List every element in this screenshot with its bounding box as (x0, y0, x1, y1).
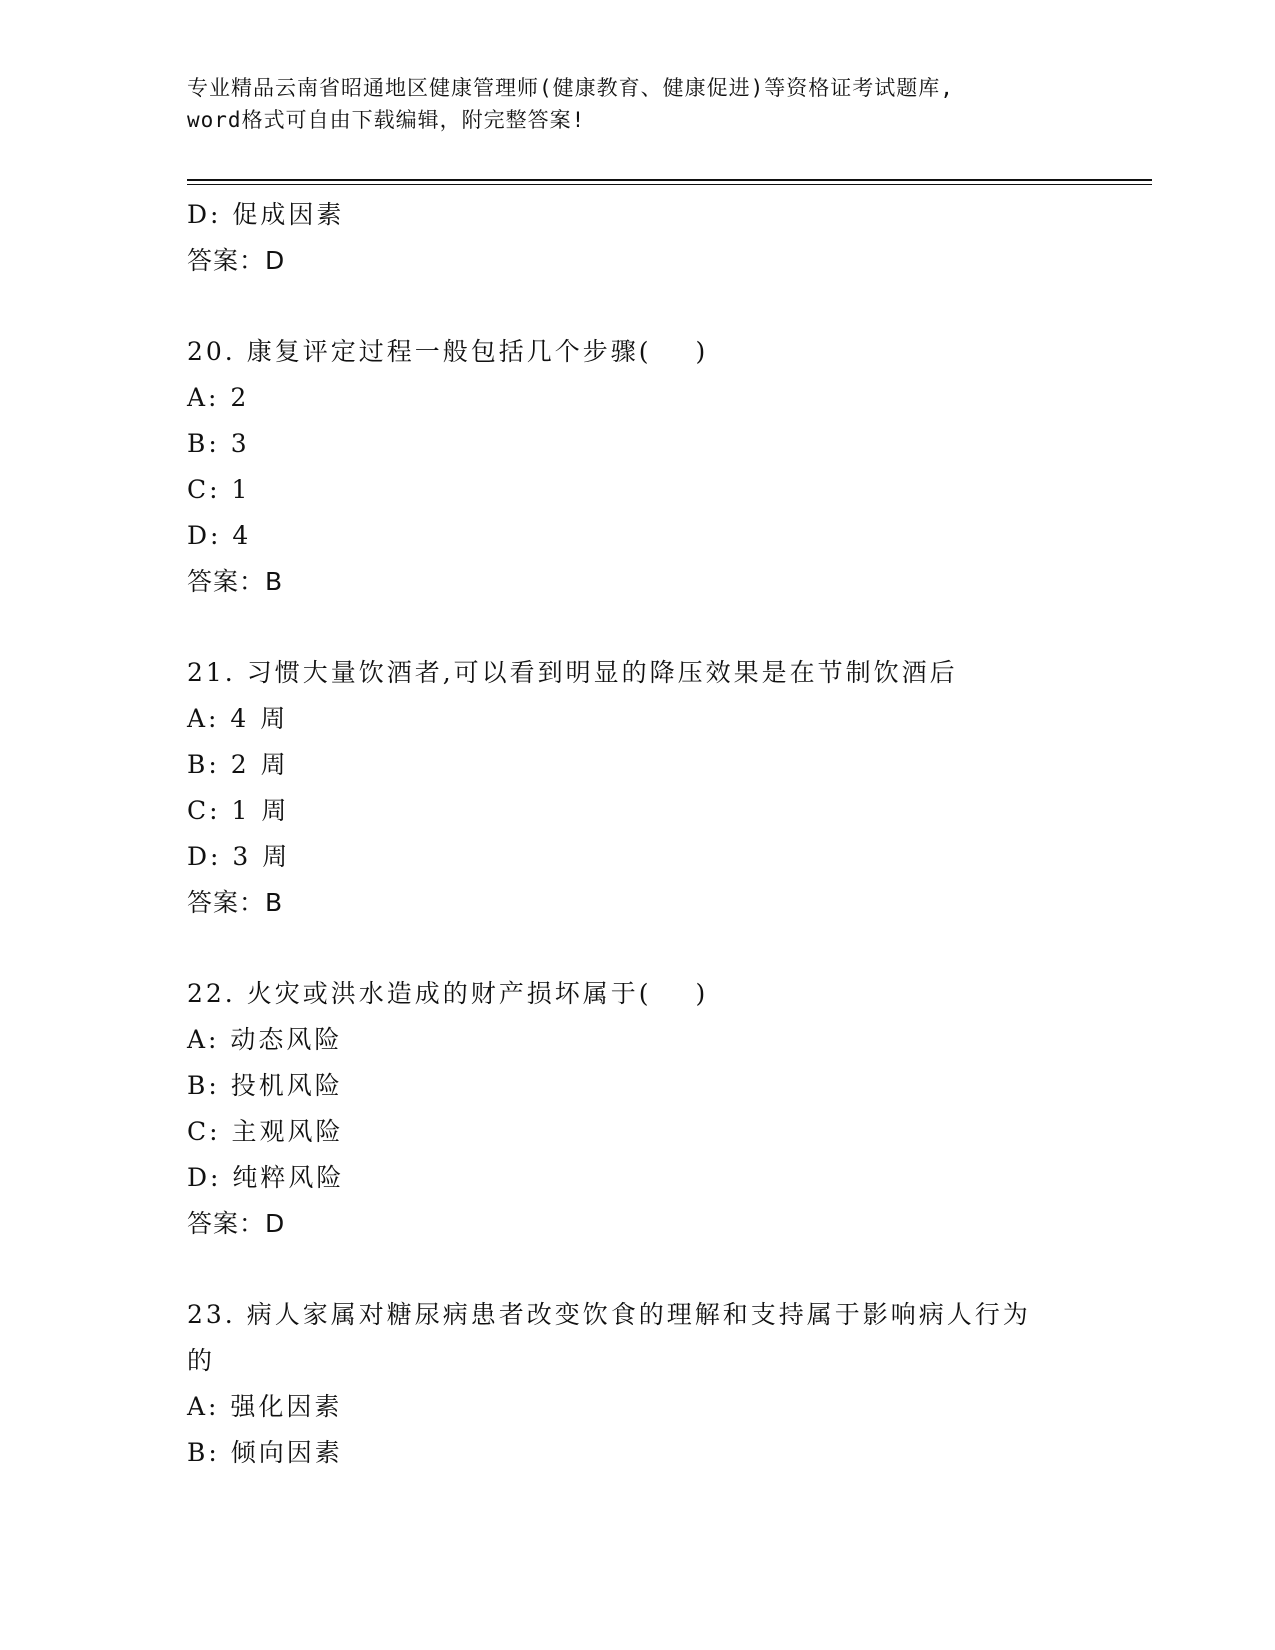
option-d: D: 4 (187, 521, 252, 550)
option-c: C: 1 (187, 475, 251, 504)
question-19-tail (187, 192, 1067, 284)
answer: 答案：B (187, 567, 284, 596)
header-divider (187, 179, 1152, 181)
question-stem-line-1: 23. 病人家属对糖尿病患者改变饮食的理解和支持属于影响病人行为 (187, 1300, 1031, 1329)
question-stem-text: 22. 火灾或洪水造成的财产损坏属于( (187, 979, 652, 1008)
question-stem: 21. 习惯大量饮酒者,可以看到明显的降压效果是在节制饮酒后 (187, 658, 958, 687)
question-stem-line-2: 的 (187, 1346, 216, 1375)
option-b: B: 投机风险 (187, 1071, 343, 1100)
question-list (187, 192, 1067, 1476)
answer: 答案：D (187, 1209, 286, 1238)
question-stem-text: 20. 康复评定过程一般包括几个步骤( (187, 337, 652, 366)
option-a: A: 4 周 (187, 704, 289, 733)
document-header (187, 72, 1087, 136)
option-a: A: 2 (187, 383, 250, 412)
question-stem-close: ) (695, 979, 709, 1008)
answer: 答案：D (187, 246, 286, 275)
question-stem (187, 971, 1067, 1017)
header-line-1: 专业精品云南省昭通地区健康管理师(健康教育、健康促进)等资格证考试题库, (187, 76, 954, 100)
question-20 (187, 329, 1067, 605)
option-d: D: 3 周 (187, 842, 291, 871)
question-stem (187, 329, 1067, 375)
option-b: B: 3 (187, 429, 250, 458)
option-b: B: 2 周 (187, 750, 289, 779)
option-a: A: 动态风险 (187, 1025, 343, 1054)
option-c: C: 主观风险 (187, 1117, 344, 1146)
option-d: D: 促成因素 (187, 200, 345, 229)
answer: 答案：B (187, 888, 284, 917)
option-c: C: 1 周 (187, 796, 290, 825)
header-divider-thin (187, 184, 1152, 185)
question-23 (187, 1292, 1067, 1476)
question-22 (187, 971, 1067, 1247)
option-a: A: 强化因素 (187, 1392, 343, 1421)
option-d: D: 纯粹风险 (187, 1163, 345, 1192)
question-stem-close: ) (695, 337, 709, 366)
header-line-2: word格式可自由下载编辑，附完整答案! (187, 108, 586, 132)
option-b: B: 倾向因素 (187, 1438, 343, 1467)
question-21 (187, 650, 1067, 926)
